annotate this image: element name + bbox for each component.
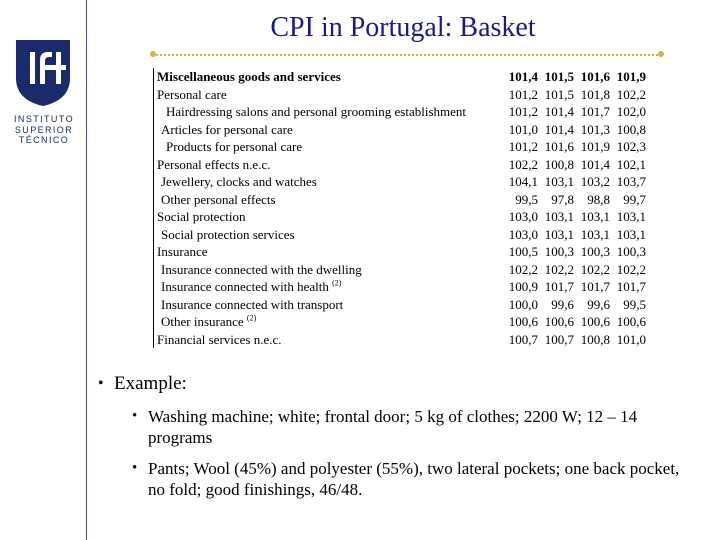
row-value: 101,2 <box>508 139 538 154</box>
row-value: 101,7 <box>580 279 610 294</box>
row-value: 102,2 <box>508 156 538 172</box>
row-value: 103,1 <box>580 226 610 242</box>
table-row <box>154 261 646 279</box>
row-label <box>154 68 502 86</box>
row-value: 102,3 <box>616 139 646 154</box>
table-row <box>154 296 646 314</box>
row-value: 101,6 <box>580 69 610 84</box>
table-row <box>154 86 646 104</box>
row-value: 100,6 <box>544 314 574 329</box>
row-value: 101,0 <box>508 121 538 137</box>
row-value: 99,7 <box>623 191 646 207</box>
table-row <box>154 278 646 296</box>
row-value: 103,1 <box>544 174 574 189</box>
row-value: 102,2 <box>580 261 610 277</box>
row-label <box>154 313 502 331</box>
row-label-text: Other insurance <box>161 314 244 329</box>
row-label-text: Insurance connected with the dwelling <box>161 261 362 277</box>
logo-line: TÉCNICO <box>18 135 70 145</box>
sidebar <box>0 0 86 540</box>
row-value: 102,1 <box>616 156 646 172</box>
row-label <box>154 331 502 349</box>
table-row <box>154 103 646 121</box>
row-label-text: Personal effects n.e.c. <box>157 156 271 172</box>
row-value: 101,5 <box>544 86 574 102</box>
bullet-item: • Pants; Wool (45%) and polyester (55%), two lateral pockets; one back pocket, no fold; good finishings, 46/48. <box>132 458 688 500</box>
row-label-text: Insurance <box>157 244 208 259</box>
rule-dot-right <box>658 51 664 57</box>
row-value: 101,7 <box>580 104 610 119</box>
logo-line: SUPERIOR <box>14 124 74 135</box>
row-value: 99,6 <box>587 296 610 312</box>
row-value: 103,1 <box>616 209 646 224</box>
bullet-example: • Example: <box>98 372 698 396</box>
row-value: 101,4 <box>508 69 538 84</box>
row-label <box>154 278 502 296</box>
row-label-text: Jewellery, clocks and watches <box>161 174 317 189</box>
row-label <box>154 156 502 174</box>
row-label-text: Social protection services <box>161 226 295 242</box>
row-label-text: Personal care <box>157 86 227 102</box>
row-value: 100,8 <box>544 156 574 172</box>
table-row <box>154 191 646 209</box>
table-row <box>154 138 646 156</box>
row-value: 100,7 <box>544 331 574 347</box>
row-value: 101,0 <box>616 331 646 347</box>
table-row <box>154 208 646 226</box>
row-value: 101,4 <box>580 156 610 172</box>
row-value: 101,9 <box>580 139 610 154</box>
row-value: 101,7 <box>616 279 646 294</box>
row-value: 101,8 <box>580 86 610 102</box>
sidebar-divider <box>86 0 87 540</box>
row-value: 103,0 <box>508 209 538 224</box>
row-label-text: Financial services n.e.c. <box>157 331 282 347</box>
row-value: 98,8 <box>587 191 610 207</box>
table-row <box>154 331 646 349</box>
table-row <box>154 173 646 191</box>
row-value: 100,3 <box>580 244 610 259</box>
row-value: 101,6 <box>544 139 574 154</box>
row-value: 101,9 <box>616 69 646 84</box>
row-value: 100,7 <box>508 331 538 347</box>
row-value: 103,7 <box>616 174 646 189</box>
row-value: 99,6 <box>551 296 574 312</box>
row-value: 100,6 <box>580 314 610 329</box>
row-label <box>154 173 502 191</box>
row-label-text: Products for personal care <box>166 139 303 154</box>
row-label <box>154 226 502 244</box>
row-label <box>154 121 502 139</box>
row-label-text: Social protection <box>157 209 246 224</box>
table-row <box>154 156 646 174</box>
row-value: 100,6 <box>508 314 538 329</box>
row-label-text: Hairdressing salons and personal grooming establishment <box>166 104 467 119</box>
row-value: 100,6 <box>616 314 646 329</box>
row-label <box>154 261 502 279</box>
row-value: 102,2 <box>544 261 574 277</box>
row-value: 101,7 <box>544 279 574 294</box>
row-value: 99,5 <box>515 191 538 207</box>
row-value: 103,1 <box>544 226 574 242</box>
row-value: 102,2 <box>616 86 646 102</box>
row-label <box>154 103 502 121</box>
row-value: 101,2 <box>508 104 538 119</box>
row-label-note: (2) <box>246 313 257 323</box>
row-value: 102,0 <box>616 104 646 119</box>
row-value: 103,1 <box>580 209 610 224</box>
row-value: 100,8 <box>580 331 610 347</box>
table-row <box>154 313 646 331</box>
row-label <box>154 191 502 209</box>
row-value: 101,5 <box>544 69 574 84</box>
row-label <box>154 296 502 314</box>
table-body <box>154 68 646 348</box>
row-value: 97,8 <box>551 191 574 207</box>
table-row <box>154 226 646 244</box>
row-value: 99,5 <box>623 296 646 312</box>
row-label-text: Other personal effects <box>161 191 276 207</box>
row-value: 102,2 <box>508 261 538 277</box>
row-value: 101,2 <box>508 86 538 102</box>
row-value: 101,4 <box>544 104 574 119</box>
row-value: 103,0 <box>508 226 538 242</box>
row-value: 100,0 <box>508 296 538 312</box>
logo-line: INSTITUTO <box>14 114 74 124</box>
row-label <box>154 138 502 156</box>
rule-dot-left <box>150 51 156 57</box>
ist-logo-icon <box>14 38 72 108</box>
row-value: 103,1 <box>616 226 646 242</box>
table-row <box>154 68 646 86</box>
logo-text <box>8 114 80 146</box>
row-value: 102,2 <box>616 261 646 277</box>
row-value: 100,8 <box>616 121 646 137</box>
cpi-table <box>153 68 648 348</box>
row-value: 100,3 <box>616 244 646 259</box>
slide-title: CPI in Portugal: Basket <box>270 12 536 43</box>
row-label <box>154 243 502 261</box>
row-value: 100,3 <box>544 244 574 259</box>
row-label <box>154 208 502 226</box>
row-value: 104,1 <box>508 174 538 189</box>
row-label-text: Insurance connected with health <box>161 279 329 294</box>
row-label-text: Insurance connected with transport <box>161 296 344 312</box>
row-value: 100,5 <box>508 244 538 259</box>
row-label <box>154 86 502 104</box>
row-value: 101,4 <box>544 121 574 137</box>
row-value: 100,9 <box>508 279 538 294</box>
row-value: 101,3 <box>580 121 610 137</box>
row-value: 103,1 <box>544 209 574 224</box>
bullet-item: • Washing machine; white; frontal door; 5 kg of clothes; 2200 W; 12 – 14 programs <box>132 406 688 448</box>
row-value: 103,2 <box>580 174 610 189</box>
bullet-list <box>98 372 698 510</box>
table-row <box>154 121 646 139</box>
row-label-text: Articles for personal care <box>161 121 293 137</box>
row-label-text: Miscellaneous goods and services <box>157 69 341 84</box>
title-rule <box>152 54 662 56</box>
row-label-note: (2) <box>332 278 342 288</box>
table-row <box>154 243 646 261</box>
